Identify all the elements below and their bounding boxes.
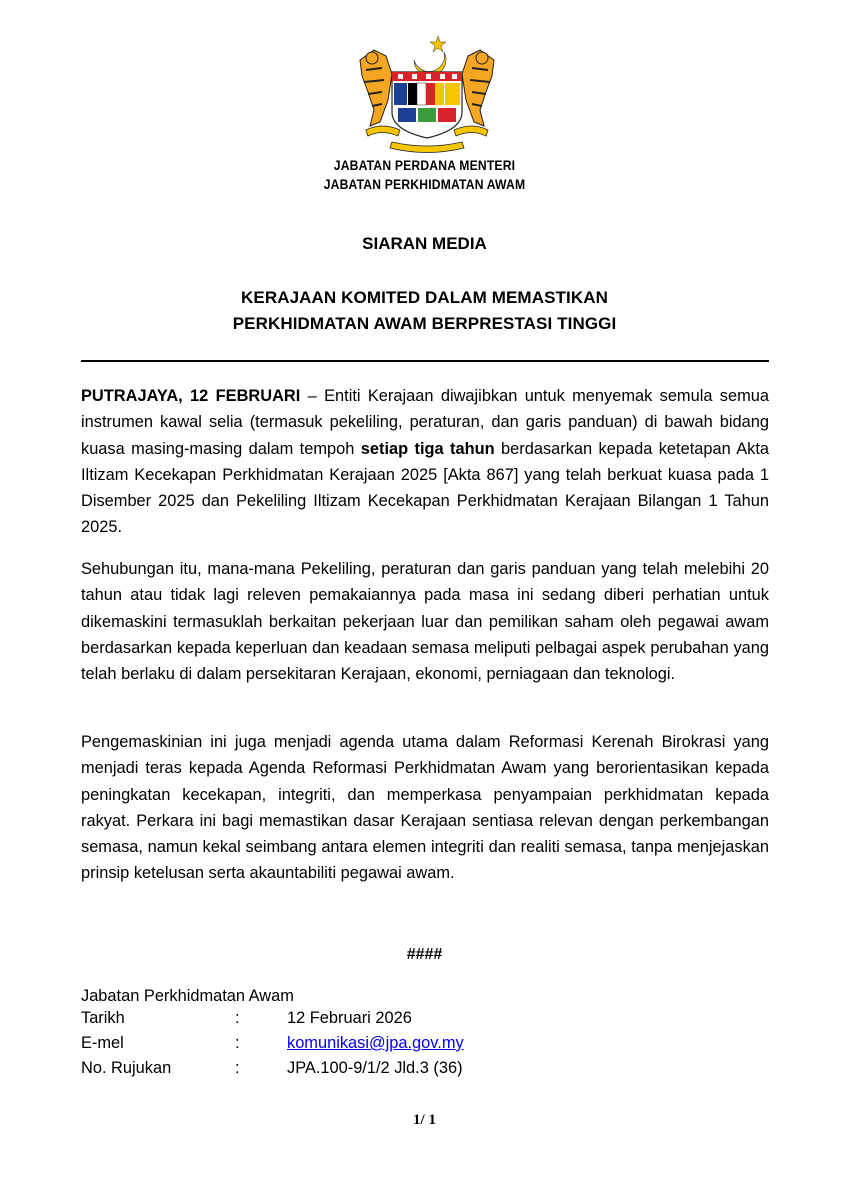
date-colon: : — [235, 1009, 240, 1027]
reference-value: JPA.100-9/1/2 Jld.3 (36) — [287, 1059, 463, 1077]
date-label: Tarikh — [81, 1009, 125, 1027]
issuer: Jabatan Perkhidmatan Awam — [81, 987, 294, 1005]
page-number: 1/ 1 — [413, 1112, 436, 1128]
date-value: 12 Februari 2026 — [287, 1009, 412, 1027]
paragraph-2: Sehubungan itu, mana-mana Pekeliling, peraturan dan garis panduan yang telah melebihi 20 tahun atau tidak lagi releven pemakaiannya pada masa ini sedang diberi perhatian untuk dikemaskini termasuklah berkaitan pekerjaan luar dan pemilikan saham oleh pegawai awam berdasarkan kepada keperluan dan keadaan semasa meliputi pelbagai aspek perubahan yang telah berlaku di dalam persekitaran Kerajaan, ekonomi, perniagaan dan teknologi. — [81, 560, 769, 684]
org-line-ministry: JABATAN PERDANA MENTERI — [333, 158, 516, 173]
email-colon: : — [235, 1034, 240, 1052]
email-label: E-mel — [81, 1034, 124, 1052]
paragraph-1-emphasis: setiap tiga tahun — [360, 439, 495, 458]
divider — [81, 360, 769, 362]
paragraph-3: Pengemaskinian ini juga menjadi agenda utama dalam Reformasi Kerenah Birokrasi yang menjadi teras kepada Agenda Reformasi Perkhidmatan Awam yang berorientasikan kepada peningkatan kecekapan, integriti, dan memperkasa penyampaian perkhidmatan kepada rakyat. Perkara ini bagi memastikan dasar Kerajaan sentiasa relevan dengan perkembangan semasa, namun kekal seimbang antara elemen integriti dan realiti semasa, tanpa menjejaskan prinsip ketelusan serta akauntabiliti pegawai awam. — [81, 733, 769, 883]
malaysia-coat-of-arms-icon — [352, 30, 502, 155]
reference-colon: : — [235, 1059, 240, 1077]
headline-line-1: KERAJAAN KOMITED DALAM MEMASTIKAN — [241, 288, 608, 307]
email-link[interactable]: komunikasi@jpa.gov.my — [287, 1034, 464, 1052]
document-type: SIARAN MEDIA — [362, 234, 487, 253]
paragraph-1-text-a: – Entiti Kerajaan diwajibkan untuk menyemak semula semua instrumen kawal selia (termasuk pekeliling, peraturan, dan garis panduan) di bawah bidang kuasa masing-masing dalam tempoh — [81, 387, 769, 458]
dateline: PUTRAJAYA, 12 FEBRUARI — [81, 387, 301, 405]
reference-label: No. Rujukan — [81, 1059, 172, 1077]
paragraph-1 — [81, 383, 769, 541]
headline-line-2: PERKHIDMATAN AWAM BERPRESTASI TINGGI — [232, 314, 617, 333]
paragraph-1-text-b: berdasarkan kepada ketetapan Akta Iltizam Kecekapan Perkhidmatan Kerajaan 2025 [Akta 867] yang telah berkuat kuasa pada 1 Disember 2025 dan Pekeliling Iltizam Kecekapan Perkhidmatan Kerajaan Bilangan 1 Tahun 2025. — [81, 439, 769, 537]
org-line-department: JABATAN PERKHIDMATAN AWAM — [323, 177, 526, 192]
end-mark: #### — [406, 946, 443, 963]
